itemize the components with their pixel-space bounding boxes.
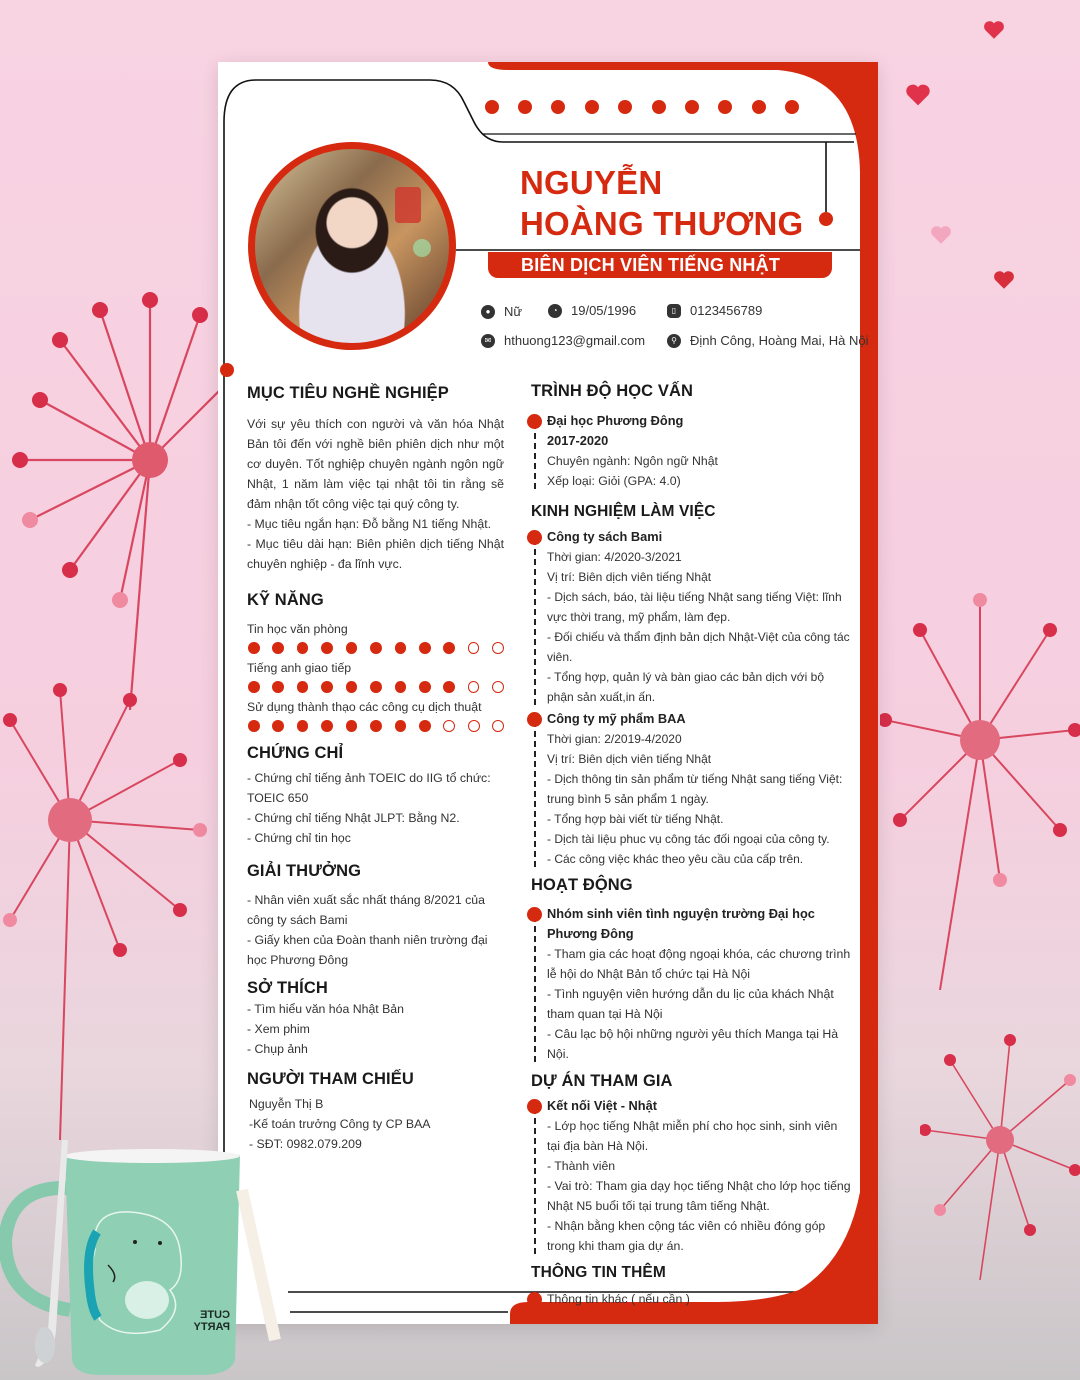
education-major: Chuyên ngành: Ngôn ngữ Nhật <box>547 454 718 468</box>
objective-long-term: - Mục tiêu dài hạn: Biên phiên dịch tiếng Nhật chuyên nghiệp - đa lĩnh vực. <box>247 537 504 571</box>
project-item: - Nhận bằng khen cộng tác viên có nhiều đóng góp trong khi tham gia dự án. <box>547 1219 826 1253</box>
gender-value: Nữ <box>504 304 523 319</box>
rating-dot-empty <box>468 681 480 693</box>
mug-text-cute: CUTE <box>200 1309 230 1321</box>
activity-entry <box>531 904 851 1064</box>
education-heading: TRÌNH ĐỘ HỌC VẤN <box>531 382 694 400</box>
awards-heading: GIẢI THƯỞNG <box>247 862 362 880</box>
skill-rating <box>248 720 504 732</box>
rating-dot-filled <box>419 681 431 693</box>
objective-short-term: - Mục tiêu ngắn hạn: Đỗ bằng N1 tiếng Nhật. <box>247 517 492 531</box>
projects-heading: DỰ ÁN THAM GIA <box>531 1072 673 1090</box>
rating-dot-empty <box>468 642 480 654</box>
email-link[interactable]: hthuong123@gmail.com <box>504 333 646 348</box>
hobby-item: - Chụp ảnh <box>247 1042 308 1056</box>
hobbies-heading: SỞ THÍCH <box>247 979 328 997</box>
rating-dot-filled <box>370 720 382 732</box>
dandelion-right-bottom <box>920 1030 1080 1280</box>
heart-icon <box>930 225 952 245</box>
phone-icon: ▯ <box>667 304 681 318</box>
job-company: Công ty sách Bami <box>547 529 663 544</box>
reference-item: Nguyễn Thị B <box>249 1097 324 1111</box>
rating-dot-empty <box>492 642 504 654</box>
objective-heading: MỤC TIÊU NGHỀ NGHIỆP <box>247 384 449 402</box>
certificates-heading: CHỨNG CHỈ <box>247 744 344 762</box>
education-years: 2017-2020 <box>547 433 609 448</box>
rating-dot-filled <box>346 642 358 654</box>
job-duty: - Tổng hợp bài viết từ tiếng Nhật. <box>547 812 724 826</box>
timeline-dot <box>527 414 542 429</box>
education-entry <box>531 411 851 491</box>
activity-item: - Tham gia các hoạt động ngoại khóa, các chương trình lễ hội do Nhật Bản tổ chức tại Hà Nội <box>547 947 851 981</box>
contact-phone <box>667 303 762 318</box>
contact-email <box>481 333 645 348</box>
activity-item: - Câu lạc bộ hội những người yêu thích Manga tại Hà Nội. <box>547 1027 839 1061</box>
awards-list <box>247 890 504 970</box>
rating-dot-filled <box>346 681 358 693</box>
job-time: Thời gian: 2/2019-4/2020 <box>547 732 682 746</box>
email-icon: ✉ <box>481 334 495 348</box>
education-grade: Xếp loại: Giỏi (GPA: 4.0) <box>547 474 681 488</box>
skills-list <box>247 619 504 732</box>
rating-dot-filled <box>248 642 260 654</box>
mug-text-party: PARTY <box>193 1321 230 1333</box>
skill-label: Sử dụng thành thạo các công cụ dịch thuật <box>247 700 482 714</box>
dandelion-left-bottom <box>0 680 210 1140</box>
rating-dot-filled <box>297 642 309 654</box>
rating-dot-filled <box>346 720 358 732</box>
rating-dot-filled <box>395 720 407 732</box>
left-column <box>247 380 504 1154</box>
job-duty: - Dịch sách, báo, tài liệu tiếng Nhật sang tiếng Việt: lĩnh vực thời trang, mỹ phẩm, làm đẹp. <box>547 590 842 624</box>
extra-item: Thông tin khác ( nếu cần ) <box>547 1292 690 1306</box>
certificate-item: - Chứng chỉ tiếng ảnh TOEIC do IIG tổ chức: TOEIC 650 <box>247 771 491 805</box>
rating-dot-filled <box>443 681 455 693</box>
rating-dot-filled <box>272 681 284 693</box>
school-name: Đại học Phương Đông <box>547 413 684 428</box>
birthday-value: 19/05/1996 <box>571 303 637 318</box>
award-item: - Giấy khen của Đoàn thanh niên trường đại học Phương Đông <box>247 933 488 967</box>
contact-birthday <box>548 303 636 318</box>
rating-dot-filled <box>297 720 309 732</box>
rating-dot-filled <box>272 642 284 654</box>
profile-photo <box>248 142 456 350</box>
project-name: Kết nối Việt - Nhật <box>547 1098 657 1113</box>
rating-dot-filled <box>321 681 333 693</box>
right-column <box>531 380 851 1309</box>
heart-icon <box>905 83 931 107</box>
job-duty: - Đối chiếu và thẩm định bản dịch Nhật-Việt của công tác viên. <box>547 630 850 664</box>
rating-dot-filled <box>321 720 333 732</box>
reference-item: -Kế toán trưởng Công ty CP BAA <box>249 1117 431 1131</box>
resume-card <box>218 62 878 1324</box>
hobby-item: - Xem phim <box>247 1022 310 1036</box>
rating-dot-filled <box>321 642 333 654</box>
rating-dot-filled <box>370 642 382 654</box>
job-position: Vị trí: Biên dịch viên tiếng Nhật <box>547 570 712 584</box>
project-item: - Lớp học tiếng Nhật miễn phí cho học sinh, sinh viên tại địa bàn Hà Nội. <box>547 1119 838 1153</box>
rating-dot-filled <box>419 642 431 654</box>
activities-heading: HOẠT ĐỘNG <box>531 876 633 894</box>
extra-heading: THÔNG TIN THÊM <box>531 1264 666 1281</box>
job-duty: - Các công việc khác theo yêu cầu của cấp trên. <box>547 852 804 866</box>
reference-item: - SĐT: 0982.079.209 <box>249 1137 362 1151</box>
name-line-2: HOÀNG THƯƠNG <box>520 205 804 242</box>
rating-dot-filled <box>248 681 260 693</box>
skill-label: Tiếng anh giao tiếp <box>247 661 352 675</box>
activity-org: Nhóm sinh viên tình nguyện trường Đại học Phương Đông <box>547 906 815 941</box>
references-heading: NGƯỜI THAM CHIẾU <box>247 1070 414 1088</box>
contact-address <box>667 333 868 348</box>
skill-rating <box>248 642 504 654</box>
name-line-1: NGUYỄN <box>520 164 663 201</box>
experience-heading: KINH NGHIỆM LÀM VIỆC <box>531 503 716 520</box>
job-time: Thời gian: 4/2020-3/2021 <box>547 550 682 564</box>
hobby-item: - Tìm hiểu văn hóa Nhật Bản <box>247 1002 404 1016</box>
hobbies-list <box>247 999 504 1059</box>
rating-dot-filled <box>395 642 407 654</box>
award-item: - Nhân viên xuất sắc nhất tháng 8/2021 của công ty sách Bami <box>247 893 485 927</box>
extra-entry <box>531 1289 851 1309</box>
activity-item: - Tình nguyện viên hướng dẫn du lịc của khách Nhật tham quan tại Hà Nội <box>547 987 834 1021</box>
location-icon: ⚲ <box>667 334 681 348</box>
job-duty: - Dịch thông tin sản phẩm từ tiếng Nhật sang tiếng Việt: trung bình 5 sản phẩm 1 ngày. <box>547 772 843 806</box>
heart-icon <box>983 20 1005 40</box>
timeline-dot <box>527 907 542 922</box>
certificate-item: - Chứng chỉ tin học <box>247 831 351 845</box>
timeline-dot <box>527 1292 542 1307</box>
job-duty: - Dịch tài liệu phuc vụ công tác đối ngoại của công ty. <box>547 832 830 846</box>
certificate-item: - Chứng chỉ tiếng Nhật JLPT: Bằng N2. <box>247 811 460 825</box>
rating-dot-empty <box>492 720 504 732</box>
project-item: - Vai trò: Tham gia dạy học tiếng Nhật cho lớp học tiếng Nhật N5 buổi tối tại trung tâm tiếng Nhật. <box>547 1179 851 1213</box>
job-entry <box>531 527 851 707</box>
rating-dot-filled <box>297 681 309 693</box>
rating-dot-filled <box>443 642 455 654</box>
timeline-dot <box>527 712 542 727</box>
dandelion-right-top <box>880 590 1080 990</box>
rating-dot-empty <box>443 720 455 732</box>
rating-dot-empty <box>492 681 504 693</box>
heart-icon <box>993 270 1015 290</box>
user-icon: ● <box>481 305 495 319</box>
contact-gender <box>481 304 522 319</box>
rating-dot-empty <box>468 720 480 732</box>
timeline-dot <box>527 530 542 545</box>
skills-heading: KỸ NĂNG <box>247 591 324 609</box>
job-title: BIÊN DỊCH VIÊN TIẾNG NHẬT <box>521 255 781 275</box>
project-entry <box>531 1096 851 1256</box>
skill-label: Tin học văn phòng <box>247 622 348 636</box>
rating-dot-filled <box>272 720 284 732</box>
rating-dot-filled <box>419 720 431 732</box>
skill-rating <box>248 681 504 693</box>
job-position: Vị trí: Biên dịch viên tiếng Nhật <box>547 752 712 766</box>
address-value: Định Công, Hoàng Mai, Hà Nội <box>690 333 869 348</box>
phone-link[interactable]: 0123456789 <box>690 303 763 318</box>
dandelion-left-top <box>0 270 240 710</box>
rating-dot-filled <box>248 720 260 732</box>
mug-decoration <box>0 1140 300 1380</box>
objective-text: Với sự yêu thích con người và văn hóa Nhật Bản tôi đến với nghề biên phiên dịch như một cơ duyên. Tốt nghiệp chuyên ngành ngôn ngữ Nhật, 1 năm làm việc tại nhật tôi tin rằng sẽ đảm nhận tốt công việc tại quý công ty. <box>247 417 504 511</box>
job-company: Công ty mỹ phẩm BAA <box>547 711 686 726</box>
timeline-dot <box>527 1099 542 1114</box>
certificates-list <box>247 768 504 848</box>
job-title-banner <box>488 252 832 278</box>
job-entry <box>531 709 851 869</box>
project-item: - Thành viên <box>547 1159 616 1173</box>
job-duty: - Tổng hợp, quản lý và bàn giao các bản dịch với bộ phận sản xuất,in ấn. <box>547 670 825 704</box>
candidate-name <box>520 162 803 244</box>
rating-dot-filled <box>370 681 382 693</box>
rating-dot-filled <box>395 681 407 693</box>
clock-icon: ◔ <box>548 304 562 318</box>
